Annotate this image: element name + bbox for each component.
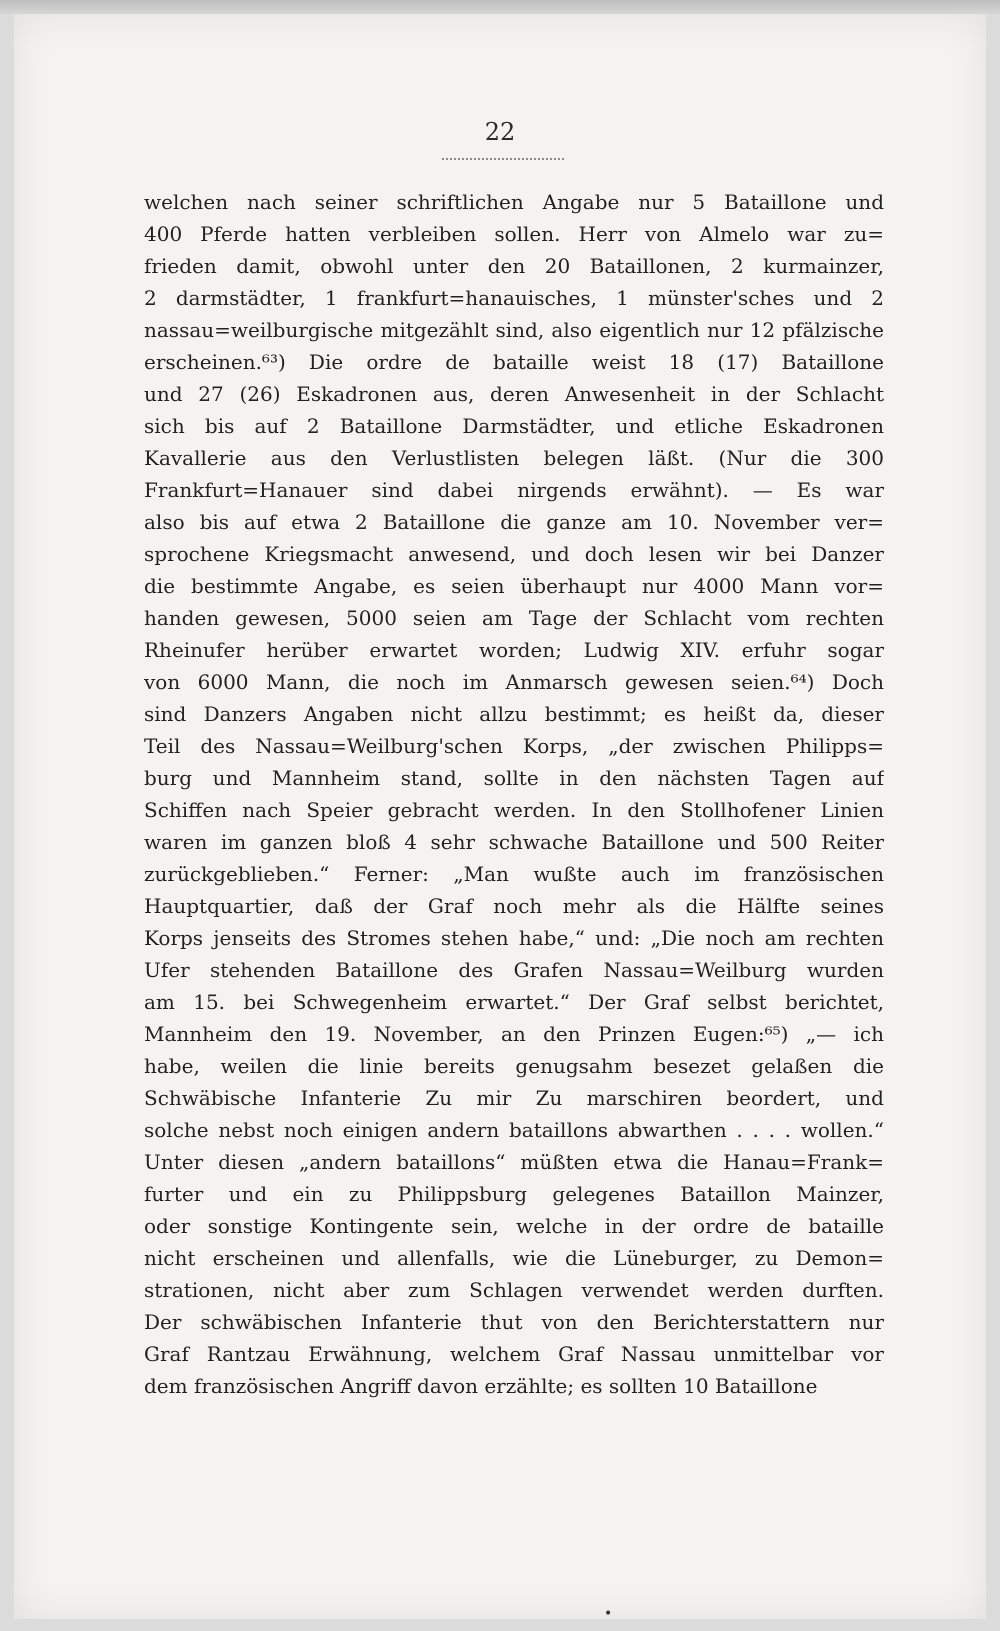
text-line: nassau=weilburgische mitgezählt sind, also eigentlich nur 12 pfälzische — [144, 318, 884, 342]
body-text — [144, 186, 884, 1402]
text-line: dem französischen Angriff davon erzählte; es sollten 10 Bataillone — [144, 1374, 818, 1398]
text-line: sprochene Kriegsmacht anwesend, und doch lesen wir bei Danzer — [144, 542, 884, 566]
footer-mark: • — [604, 1606, 613, 1622]
text-line: 400 Pferde hatten verbleiben sollen. Herr von Almelo war zu= — [144, 222, 884, 246]
text-line: von 6000 Mann, die noch im Anmarsch gewesen seien.⁶⁴) Doch — [144, 670, 884, 694]
book-page — [14, 14, 986, 1622]
text-line: Teil des Nassau=Weilburg'schen Korps, „der zwischen Philipps= — [144, 734, 884, 758]
text-line: die bestimmte Angabe, es seien überhaupt nur 4000 Mann vor= — [144, 574, 884, 598]
text-line: waren im ganzen bloß 4 sehr schwache Bataillone und 500 Reiter — [144, 830, 884, 854]
text-line: Hauptquartier, daß der Graf noch mehr als die Hälfte seines — [144, 894, 884, 918]
page-number: 22 — [484, 118, 516, 146]
text-line: solche nebst noch einigen andern bataillons abwarthen . . . . wollen.“ — [144, 1118, 884, 1142]
text-line: furter und ein zu Philippsburg gelegenes Bataillon Mainzer, — [144, 1182, 884, 1206]
text-line: Kavallerie aus den Verlustlisten belegen läßt. (Nur die 300 — [144, 446, 884, 470]
text-line: Schwäbische Infanterie Zu mir Zu marschiren beordert, und — [144, 1086, 884, 1110]
text-line: sind Danzers Angaben nicht allzu bestimmt; es heißt da, dieser — [144, 702, 884, 726]
text-line: Korps jenseits des Stromes stehen habe,“ und: „Die noch am rechten — [144, 926, 884, 950]
text-line: oder sonstige Kontingente sein, welche in der ordre de bataille — [144, 1214, 884, 1238]
text-line: welchen nach seiner schriftlichen Angabe nur 5 Bataillone und — [144, 190, 884, 214]
text-line: Graf Rantzau Erwähnung, welchem Graf Nassau unmittelbar vor — [144, 1342, 884, 1366]
page-number-underline — [442, 154, 564, 160]
text-line: burg und Mannheim stand, sollte in den nächsten Tagen auf — [144, 766, 884, 790]
text-line: Der schwäbischen Infanterie thut von den Berichterstattern nur — [144, 1310, 884, 1334]
text-line: erscheinen.⁶³) Die ordre de bataille weist 18 (17) Bataillone — [144, 350, 884, 374]
text-line: Frankfurt=Hanauer sind dabei nirgends erwähnt). — Es war — [144, 478, 884, 502]
scan-edge — [0, 0, 1000, 14]
text-line: Mannheim den 19. November, an den Prinzen Eugen:⁶⁵) „— ich — [144, 1022, 884, 1046]
text-line: strationen, nicht aber zum Schlagen verwendet werden durften. — [144, 1278, 884, 1302]
text-line: 2 darmstädter, 1 frankfurt=hanauisches, 1 münster'sches und 2 — [144, 286, 884, 310]
text-line: am 15. bei Schwegenheim erwartet.“ Der Graf selbst berichtet, — [144, 990, 884, 1014]
text-line: Rheinufer herüber erwartet worden; Ludwig XIV. erfuhr sogar — [144, 638, 884, 662]
text-line: Unter diesen „andern bataillons“ müßten etwa die Hanau=Frank= — [144, 1150, 884, 1174]
text-line: Schiffen nach Speier gebracht werden. In den Stollhofener Linien — [144, 798, 884, 822]
text-line: frieden damit, obwohl unter den 20 Bataillonen, 2 kurmainzer, — [144, 254, 884, 278]
text-line: habe, weilen die linie bereits genugsahm besezet gelaßen die — [144, 1054, 884, 1078]
text-line: zurückgeblieben.“ Ferner: „Man wußte auch im französischen — [144, 862, 884, 886]
text-line: nicht erscheinen und allenfalls, wie die Lüneburger, zu Demon= — [144, 1246, 884, 1270]
text-line: also bis auf etwa 2 Bataillone die ganze am 10. November ver= — [144, 510, 884, 534]
text-line: sich bis auf 2 Bataillone Darmstädter, und etliche Eskadronen — [144, 414, 884, 438]
text-line: handen gewesen, 5000 seien am Tage der Schlacht vom rechten — [144, 606, 884, 630]
text-line: und 27 (26) Eskadronen aus, deren Anwesenheit in der Schlacht — [144, 382, 884, 406]
text-line: Ufer stehenden Bataillone des Grafen Nassau=Weilburg wurden — [144, 958, 884, 982]
